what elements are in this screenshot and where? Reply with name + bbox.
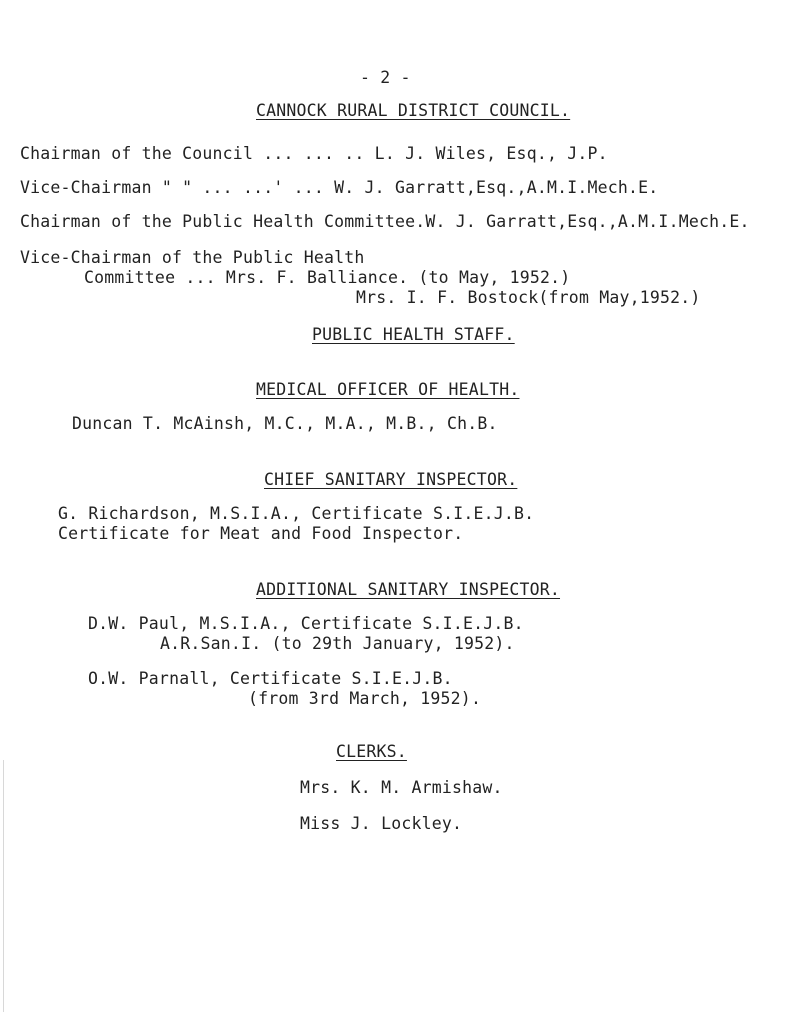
asi-line-1: D.W. Paul, M.S.I.A., Certificate S.I.E.J.B. xyxy=(88,614,524,633)
clerks-title: CLERKS. xyxy=(336,742,407,761)
asi-title: ADDITIONAL SANITARY INSPECTOR. xyxy=(256,580,561,599)
moh-title: MEDICAL OFFICER OF HEALTH. xyxy=(256,380,520,399)
moh-name: Duncan T. McAinsh, M.C., M.A., M.B., Ch.B. xyxy=(72,414,498,433)
phc-vice-chairman-line-3: Mrs. I. F. Bostock(from May,1952.) xyxy=(356,288,701,307)
csi-line-2: Certificate for Meat and Food Inspector. xyxy=(58,524,464,543)
vice-chairman-line: Vice-Chairman " " ... ...' ... W. J. Garratt,Esq.,A.M.I.Mech.E. xyxy=(20,178,659,197)
phc-vice-chairman-line-2: Committee ... Mrs. F. Balliance. (to May, 1952.) xyxy=(84,268,571,287)
chairman-line: Chairman of the Council ... ... .. L. J. Wiles, Esq., J.P. xyxy=(20,144,608,163)
staff-title: PUBLIC HEALTH STAFF. xyxy=(312,325,515,344)
phc-vice-chairman-line-1: Vice-Chairman of the Public Health xyxy=(20,248,365,267)
csi-line-1: G. Richardson, M.S.I.A., Certificate S.I.E.J.B. xyxy=(58,504,535,523)
page-number: - 2 - xyxy=(360,68,411,87)
asi-line-3: O.W. Parnall, Certificate S.I.E.J.B. xyxy=(88,669,453,688)
clerk-name: Miss J. Lockley. xyxy=(300,814,463,833)
asi-line-4: (from 3rd March, 1952). xyxy=(248,689,482,708)
council-title: CANNOCK RURAL DISTRICT COUNCIL. xyxy=(256,101,571,120)
margin-line xyxy=(3,760,4,1012)
phc-chairman-line: Chairman of the Public Health Committee.W. J. Garratt,Esq.,A.M.I.Mech.E. xyxy=(20,212,750,231)
asi-line-2: A.R.San.I. (to 29th January, 1952). xyxy=(160,634,515,653)
csi-title: CHIEF SANITARY INSPECTOR. xyxy=(264,470,518,489)
clerk-name: Mrs. K. M. Armishaw. xyxy=(300,778,503,797)
